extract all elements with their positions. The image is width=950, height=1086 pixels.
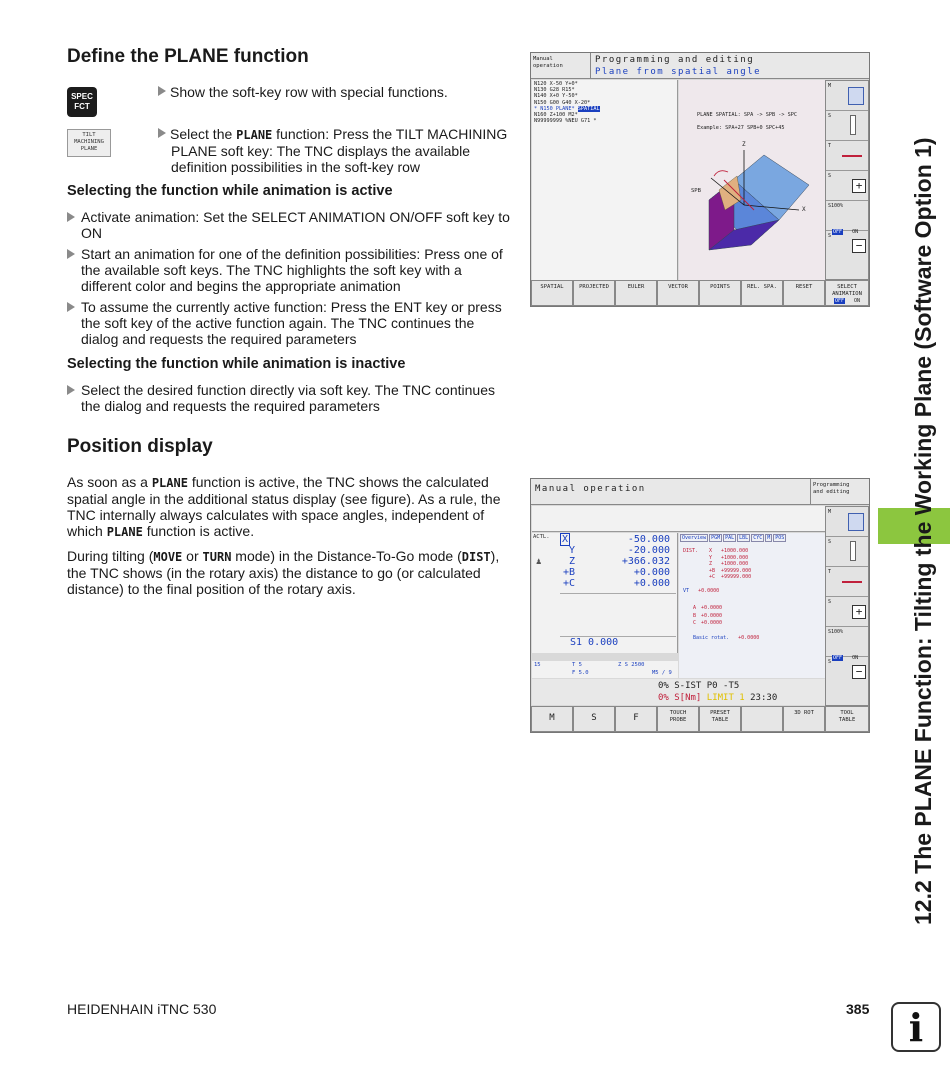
vt-row: VT +0.0000 xyxy=(683,588,720,594)
axis-row-x: X -50.000 xyxy=(562,534,670,545)
softkey-s[interactable]: S xyxy=(826,537,868,567)
status-tabs xyxy=(679,533,827,543)
softkey-m-bottom[interactable]: M xyxy=(531,706,573,732)
axis-z-label: Z xyxy=(742,141,746,148)
actl-label: ACTL. xyxy=(533,534,550,540)
mode-label-manual: Manual operation xyxy=(531,479,811,505)
softkey-euler[interactable]: EULER xyxy=(615,280,657,306)
tab-lbl[interactable]: LBL xyxy=(739,535,749,541)
subheading-animation-active: Selecting the function while animation is active xyxy=(67,183,393,199)
tilted-plane-graphic xyxy=(679,80,827,280)
robot-icon: ♟ xyxy=(536,557,542,567)
step-tilt-machining-plane: Select the PLANE function: Press the TILT MACHINING PLANE soft key: The TNC displays the available definition possibilities in the soft-key row xyxy=(158,126,513,175)
page-number: 385 xyxy=(846,1001,870,1017)
tab-overview[interactable]: Overview xyxy=(682,535,707,541)
softkey-t[interactable]: T xyxy=(826,141,868,171)
bullet-item: Activate animation: Set the SELECT ANIMATION ON/OFF soft key to ON xyxy=(67,209,512,241)
softkey-3d-rot[interactable]: 3D ROT xyxy=(783,706,825,732)
softkey-s-plus[interactable]: S + xyxy=(826,597,868,627)
vertical-softkey-bar xyxy=(825,80,869,280)
step-spec-fct: Show the soft-key row with special functions. xyxy=(158,84,513,100)
softkey-s[interactable]: S xyxy=(826,111,868,141)
basic-rotation: Basic rotat. +0.0000 xyxy=(693,635,760,641)
bullet-arrow-icon xyxy=(67,212,75,222)
section-title-define-plane: Define the PLANE function xyxy=(67,46,309,67)
animation-area xyxy=(679,80,827,280)
tab-pgm[interactable]: PGM xyxy=(711,535,721,541)
bullet-item: Select the desired function directly via soft key. The TNC continues the dialog and requests the required parameters xyxy=(67,382,512,414)
tool-info: 15 T 5 Z S 2500 F 5.0 M5 / 9 xyxy=(532,661,678,678)
paragraph-position-display-2: During tilting (MOVE or TURN mode) in the Distance-To-Go mode (DIST), the TNC shows (in the rotary axis) the distance to go (or calculated distance) to the final position of the rotary axis. xyxy=(67,548,500,597)
axis-row-c: +C +0.000 xyxy=(563,578,670,589)
footer-manual-name: HEIDENHAIN iTNC 530 xyxy=(67,1001,217,1017)
plane-spatial-info: PLANE SPATIAL: SPA -> SPB -> SPC xyxy=(697,112,797,118)
bullet-arrow-icon xyxy=(158,86,166,96)
softkey-s100[interactable]: S100% OFF ON xyxy=(826,627,868,657)
softkey-s-minus[interactable]: S − xyxy=(826,231,868,261)
position-display xyxy=(532,533,678,653)
softkey-empty[interactable] xyxy=(741,706,783,732)
bullet-arrow-icon xyxy=(67,385,75,395)
program-listing: N120 X-50 Y+0* N130 G28 R15* N140 X+0 Y-50* N150 G00 G40 X-20* * N150 PLANE* SPATIAL N160 Z+100 M2* N99999999 %NEU G71 * xyxy=(532,80,678,280)
bullet-arrow-icon xyxy=(158,128,166,138)
vertical-softkey-bar-2 xyxy=(825,506,869,706)
bullet-item: Start an animation for one of the definition possibilities: Press one of the available soft keys. The TNC highlights the soft key with a different color and begins the appropriate animation xyxy=(67,246,512,294)
softkey-projected[interactable]: PROJECTED xyxy=(573,280,615,306)
tab-pos[interactable]: POS xyxy=(775,535,785,541)
axis-row-z: Z +366.032 xyxy=(569,556,670,567)
softkey-reset[interactable]: RESET xyxy=(783,280,825,306)
spatial-angles: A +0.0000 B +0.0000 C +0.0000 xyxy=(693,605,723,626)
plane-spatial-example: Example: SPA+27 SPB+0 SPC+45 xyxy=(697,125,785,131)
dist-values: X +1000.000 Y +1000.000 Z +1000.000 +B +99999.000 +C +99999.000 xyxy=(709,548,752,580)
axis-row-y: Y -20.000 xyxy=(569,545,670,556)
tab-pal[interactable]: PAL xyxy=(725,535,735,541)
spec-fct-key-icon: SPEC FCT xyxy=(67,87,97,117)
softkey-s100[interactable]: S100% OFF ON xyxy=(826,201,868,231)
softkey-tool-table[interactable]: TOOL TABLE xyxy=(825,706,869,732)
softkey-spatial[interactable]: SPATIAL xyxy=(531,280,573,306)
softkey-m[interactable]: M xyxy=(826,81,868,111)
mode-label-small: Manual operation xyxy=(531,53,591,79)
paragraph-position-display-1: As soon as a PLANE function is active, the TNC shows the calculated spatial angle in the additional status display (see figure). As a rule, the TNC internally always calculates with space angles, independent of which PLANE function is active. xyxy=(67,474,501,539)
spb-label: SPB xyxy=(691,188,701,194)
softkey-f-bottom[interactable]: F xyxy=(615,706,657,732)
screenshot-manual-operation xyxy=(530,478,870,733)
bullet-item: To assume the currently active function: Press the ENT key or press the soft key of the active function again. The TNC continues the dialog and requests the required parameters xyxy=(67,299,512,347)
softkey-preset-table[interactable]: PRESET TABLE xyxy=(699,706,741,732)
screenshot-plane-spatial xyxy=(530,52,870,307)
softkey-rel-spa[interactable]: REL. SPA. xyxy=(741,280,783,306)
axis-row-b: +B +0.000 xyxy=(563,567,670,578)
softkey-t[interactable]: T xyxy=(826,567,868,597)
section-title-position-display: Position display xyxy=(67,436,213,457)
mode-label-programming: Programming and editing xyxy=(811,479,869,505)
bullet-arrow-icon xyxy=(67,302,75,312)
softkey-vector[interactable]: VECTOR xyxy=(657,280,699,306)
chapter-sidebar-title: 12.2 The PLANE Function: Tilting the Working Plane (Software Option 1) xyxy=(910,137,936,925)
softkey-s-minus[interactable]: S − xyxy=(826,657,868,687)
softkey-points[interactable]: POINTS xyxy=(699,280,741,306)
dist-label: DIST. xyxy=(683,548,699,554)
bullet-arrow-icon xyxy=(67,249,75,259)
tab-m[interactable]: M xyxy=(767,535,771,541)
softkey-select-animation[interactable]: SELECT ANIMATION OFF ON xyxy=(825,280,869,306)
axis-x-label: X xyxy=(802,206,806,213)
subheading-animation-inactive: Selecting the function while animation is inactive xyxy=(67,356,406,372)
additional-status-display xyxy=(679,533,827,678)
mode-label-big: Programming and editing Plane from spatial angle xyxy=(591,53,869,79)
tab-cyc[interactable]: CYC xyxy=(753,535,763,541)
info-icon: i xyxy=(891,1002,941,1052)
softkey-touch-probe[interactable]: TOUCH PROBE xyxy=(657,706,699,732)
spindle-display: S1 0.000 xyxy=(570,637,619,648)
softkey-s-bottom[interactable]: S xyxy=(573,706,615,732)
status-bar: 0% S-IST P0 -T5 0% S[Nm] LIMIT 1 23:30 xyxy=(532,679,826,705)
tilt-machining-plane-key-icon: TILT MACHINING PLANE xyxy=(67,129,111,157)
softkey-s-plus[interactable]: S + xyxy=(826,171,868,201)
softkey-m[interactable]: M xyxy=(826,507,868,537)
